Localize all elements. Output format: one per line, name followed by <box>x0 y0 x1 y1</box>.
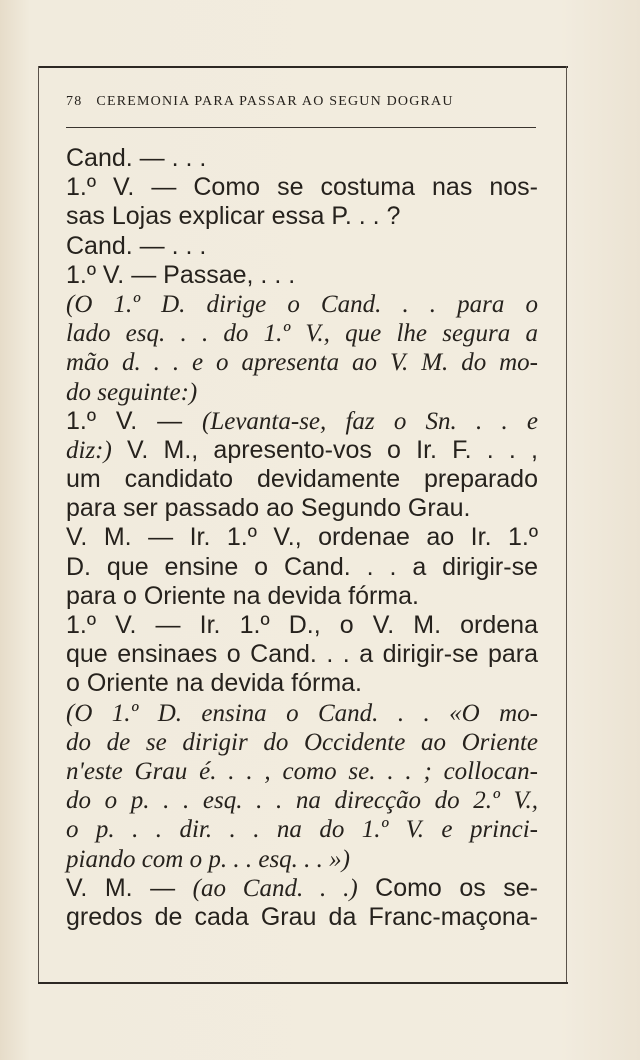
text-segment: sas Lojas explicar essa P. . . ? <box>66 202 401 231</box>
italic-text: do de se dirigir do Occidente ao Oriente <box>66 728 538 756</box>
italic-text: (ao Cand. . .) <box>192 874 358 902</box>
text-line <box>66 232 538 261</box>
italic-text: (Levanta-se, faz o Sn. . . e <box>202 407 538 435</box>
text-segment: D. que ensine o Cand. . . a dirigir-se <box>66 552 538 581</box>
text-segment: Cand. — . . . <box>66 231 207 260</box>
text-segment: gredos de cada Grau da Franc-maçona- <box>66 902 538 931</box>
text-line <box>66 436 538 465</box>
text-segment: para o Oriente na devida fórma. <box>66 581 419 610</box>
text-line <box>66 144 538 173</box>
frame-bottom-rule <box>38 982 568 984</box>
text-segment: que ensinaes o Cand. . . a dirigir-se para <box>66 640 538 669</box>
text-line <box>66 319 538 348</box>
text-line <box>66 757 538 786</box>
frame-left-rule <box>38 66 39 984</box>
text-segment: V. M. — Ir. 1.º V., ordenae ao Ir. 1.º <box>66 523 538 552</box>
page-number: 78 <box>66 94 83 109</box>
frame-top-rule <box>38 66 568 68</box>
text-line <box>66 611 538 640</box>
text-segment: o Oriente na devida fórma. <box>66 669 362 698</box>
text-line <box>66 173 538 202</box>
text-segment: para ser passado ao Segundo Grau. <box>66 494 471 523</box>
italic-text: (O 1.º D. ensina o Cand. . . «O mo- <box>66 699 538 727</box>
running-header <box>66 94 536 110</box>
text-line <box>66 202 538 231</box>
italic-text: do seguinte:) <box>66 378 198 406</box>
italic-text: n'este Grau é. . . , como se. . . ; collocan- <box>66 757 538 785</box>
text-segment: 1.º V. — Passae, . . . <box>66 260 296 289</box>
text-line <box>66 582 538 611</box>
italic-text: o p. . . dir. . . na do 1.º V. e princi- <box>66 816 538 844</box>
text-line <box>66 378 538 407</box>
running-title: CEREMONIA PARA PASSAR AO SEGUN DOGRAU <box>96 94 454 109</box>
text-line <box>66 640 538 669</box>
text-line <box>66 523 538 552</box>
text-line <box>66 786 538 815</box>
text-line <box>66 553 538 582</box>
text-line <box>66 669 538 698</box>
text-line <box>66 874 538 903</box>
italic-text: do o p. . . esq. . . na direcção do 2.º V., <box>66 787 538 815</box>
text-line <box>66 261 538 290</box>
text-line <box>66 903 538 932</box>
text-segment: V. M. — <box>66 873 193 902</box>
text-segment: 1.º V. — Como se costuma nas nos- <box>66 173 538 202</box>
italic-text: piando com o p. . . esq. . . ») <box>66 845 350 873</box>
text-line <box>66 815 538 844</box>
italic-text: diz:) <box>66 436 112 464</box>
text-segment: 1.º V. — <box>66 406 202 435</box>
text-line <box>66 407 538 436</box>
text-line <box>66 699 538 728</box>
frame-right-rule <box>566 66 567 984</box>
text-segment: 1.º V. — Ir. 1.º D., o V. M. ordena <box>66 611 538 639</box>
italic-text: lado esq. . . do 1.º V., que lhe segura a <box>66 320 538 348</box>
text-segment: V. M., apresento-vos o Ir. F. . . , <box>111 435 538 464</box>
body-text <box>66 144 538 932</box>
header-rule <box>66 127 536 128</box>
text-line <box>66 728 538 757</box>
text-segment: Cand. — . . . <box>66 144 207 172</box>
italic-text: (O 1.º D. dirige o Cand. . . para o <box>66 290 538 318</box>
text-line <box>66 290 538 319</box>
italic-text: mão d. . . e o apresenta ao V. M. do mo- <box>66 349 538 377</box>
text-line <box>66 494 538 523</box>
text-line <box>66 845 538 874</box>
text-segment: um candidato devidamente preparado <box>66 465 538 494</box>
text-segment: Como os se- <box>357 873 538 902</box>
text-line <box>66 465 538 494</box>
text-line <box>66 348 538 377</box>
